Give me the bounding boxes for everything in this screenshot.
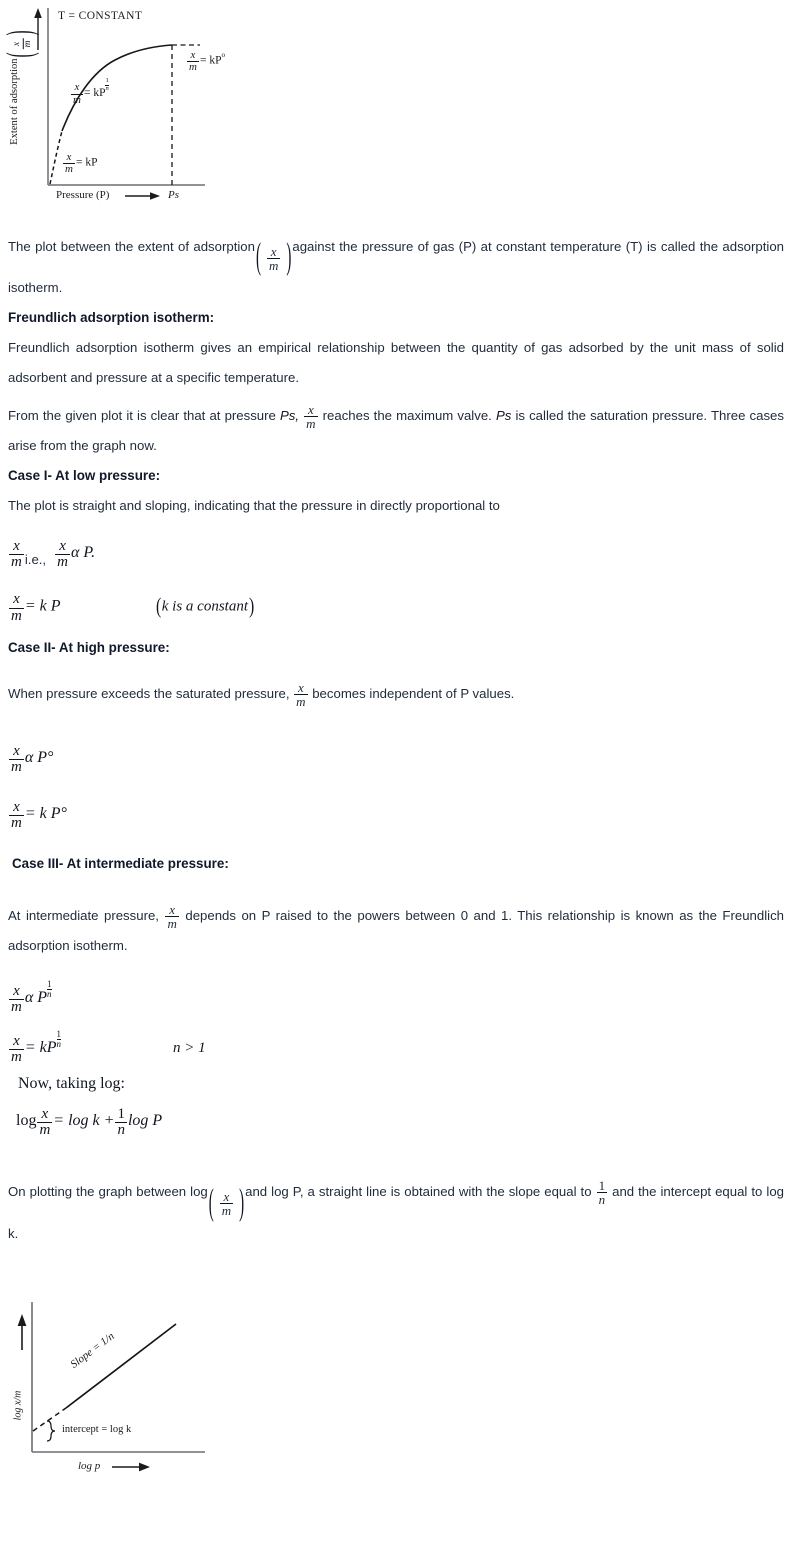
eq1-ie-text: i.e., — [24, 552, 47, 568]
x-axis-arrow-2 — [112, 1463, 150, 1472]
p3-text-a: From the given plot it is clear that at pressure — [8, 408, 276, 424]
slope-label-text: Slope = 1/n — [68, 1330, 117, 1371]
low-pressure-equals: = — [75, 156, 83, 169]
annotation-intermediate-pressure — [70, 78, 109, 106]
low-pressure-rhs: kP — [85, 156, 98, 169]
heading-case-2: Case II- At high pressure: — [8, 640, 170, 656]
p3-ps2-label: Ps — [495, 408, 512, 424]
p7-text-b: and log P, a straight line is obtained with the slope equal to — [245, 1184, 592, 1200]
eq5-alpha: α — [24, 989, 34, 1007]
p6-text-b: depends on P raised to the powers between 0 and 1. This relationship is known as the Freundlich adsorption isotherm. — [8, 908, 785, 954]
equation-case1-kp — [0, 577, 792, 629]
log-log-plot-svg — [0, 1300, 230, 1490]
ps-label: Ps — [168, 189, 179, 201]
y-axis-label-text: Extent of adsorption — [8, 58, 20, 145]
eq7-mid: = log k + — [53, 1112, 115, 1130]
p3-ps-label: Ps, — [279, 408, 300, 424]
constant-temp-label: T = CONSTANT — [58, 10, 143, 22]
mid-pressure-rhs: kP — [93, 86, 106, 99]
equation-case3-kpn — [0, 1021, 792, 1071]
equation-case2-proportional — [0, 709, 792, 781]
intercept-label-text: intercept = log k — [62, 1424, 132, 1435]
eq7-fraction-1-over-n: $\frac{1}{n}$ — [117, 1105, 125, 1139]
y-axis-arrow — [34, 8, 42, 50]
p7-text-a: On plotting the graph between log — [8, 1184, 208, 1200]
p1-text-a: The plot between the extent of adsorption — [8, 239, 255, 254]
eq4-rhs: = k P° — [24, 805, 67, 823]
eq5-fraction: $\frac{x}{m}$ — [11, 982, 22, 1016]
note-paren-close: ) — [249, 594, 255, 619]
equation-log-form — [0, 1097, 792, 1143]
eq7-log: log — [16, 1112, 37, 1130]
label-taking-log: Now, taking log: — [18, 1075, 125, 1093]
eq6-exponent: $\frac{1}{n}$ — [56, 1028, 61, 1049]
log-log-plot-figure — [0, 1300, 230, 1490]
p7-fraction-1-over-n: $\frac{1}{n}$ — [598, 1177, 606, 1208]
eq6-condition: n > 1 — [173, 1040, 206, 1057]
adsorption-isotherm-figure — [0, 0, 230, 205]
eq3-rhs: α P° — [24, 749, 54, 767]
low-pressure-fraction: $\frac{x}{m}$ — [65, 151, 73, 176]
high-pressure-rhs: kP — [209, 54, 222, 67]
x-axis-label-2 — [78, 1460, 100, 1472]
freundlich-line — [66, 1324, 176, 1408]
intercept-annotation — [62, 1424, 131, 1435]
eq7-rhs: log P — [127, 1112, 163, 1130]
equation-case2-kp0 — [0, 781, 792, 837]
y-axis-fraction: ( x m ) — [13, 30, 33, 59]
annotation-high-pressure — [186, 50, 225, 73]
eq2-rhs: = k P — [24, 597, 61, 615]
p3-text-b: reaches the maximum valve. — [322, 408, 492, 424]
mid-pressure-equals: = — [83, 86, 91, 99]
paragraph-case3-description — [0, 879, 792, 961]
heading-freundlich-adsorption-isotherm: Freundlich adsorption isotherm: — [8, 310, 215, 326]
p5-text-b: becomes independent of P values. — [312, 686, 515, 702]
eq2-note-text: k is a constant — [161, 598, 249, 615]
eq4-fraction: $\frac{x}{m}$ — [11, 798, 22, 832]
eq1-fraction-1: $\frac{x}{m}$ — [11, 537, 22, 571]
p3-text-c: is called the saturation pressure. Three cases arise from the graph now. — [8, 408, 784, 454]
paragraph-freundlich-definition: Freundlich adsorption isotherm gives an empirical relationship between the quantity of gas adsorbed by the unit mass of solid adsorbent and pressure at a specific temperature. — [8, 340, 784, 386]
x-axis-label-text: Pressure (P) — [56, 189, 110, 201]
paragraph-log-plot-description — [0, 1143, 792, 1248]
p3-fraction-x-over-m: $\frac{x}{m}$ — [306, 401, 316, 432]
p5-fraction-x-over-m: $\frac{x}{m}$ — [296, 679, 306, 710]
x-axis-label — [56, 189, 109, 201]
p6-text-a: At intermediate pressure, — [8, 908, 159, 924]
x-axis-label-text-2: log p — [78, 1460, 101, 1472]
high-pressure-exponent: o — [221, 51, 226, 59]
p1-fraction-x-over-m: ( $\frac{x}{m}$ ) — [255, 243, 292, 273]
p6-fraction-x-over-m: $\frac{x}{m}$ — [167, 901, 177, 932]
paragraph-adsorption-isotherm-definition — [0, 212, 792, 303]
p7-fraction-x-over-m: ( $\frac{x}{m}$ ) — [208, 1189, 245, 1219]
paragraph-case2-description — [0, 663, 792, 709]
heading-case-1: Case I- At low pressure: — [8, 468, 161, 484]
y-axis-label-2 — [13, 1376, 24, 1436]
eq6-fraction: $\frac{x}{m}$ — [11, 1032, 22, 1066]
eq7-fraction-x-over-m: $\frac{x}{m}$ — [39, 1105, 51, 1139]
p1-text-b: against the pressure of gas (P) at constant temperature (T) is called the adsorption isotherm. — [8, 239, 784, 296]
eq3-fraction: $\frac{x}{m}$ — [11, 742, 22, 776]
p5-text-a: When pressure exceeds the saturated pressure, — [8, 686, 290, 702]
equation-case3-proportional — [0, 961, 792, 1021]
high-pressure-fraction: $\frac{x}{m}$ — [189, 49, 197, 74]
y-axis-arrow-2 — [18, 1314, 27, 1350]
eq2-note — [155, 583, 256, 629]
note-paren-open: ( — [155, 594, 161, 619]
equation-case1-proportional — [0, 521, 792, 577]
mid-pressure-fraction: $\frac{x}{m}$ — [73, 81, 81, 106]
eq2-fraction: $\frac{x}{m}$ — [11, 591, 22, 624]
heading-case-3: Case III- At intermediate pressure: — [12, 856, 229, 872]
y-axis-label-text-2: log x/m — [12, 1390, 24, 1421]
eq1-alpha: α — [70, 544, 80, 562]
paragraph-case1-description: The plot is straight and sloping, indicating that the pressure in directly proportional to — [8, 498, 500, 514]
curve-dashed-low-pressure — [50, 131, 62, 184]
high-pressure-equals: = — [199, 54, 207, 67]
eq1-p: P. — [83, 544, 96, 562]
paragraph-saturation-pressure — [0, 393, 792, 461]
y-axis-label — [9, 17, 33, 157]
annotation-low-pressure — [62, 152, 97, 175]
intercept-brace — [47, 1421, 55, 1441]
eq6-rhs: = kP — [24, 1039, 57, 1057]
chart-annotation-constant — [58, 10, 142, 22]
x-axis-marker-ps — [168, 189, 179, 201]
body-content — [0, 212, 792, 1249]
mid-pressure-exponent: $\frac{1}{n}$ — [105, 77, 109, 92]
x-axis-arrow — [125, 192, 160, 200]
eq5-exponent: $\frac{1}{n}$ — [47, 978, 52, 999]
eq5-base: P — [37, 989, 48, 1007]
p7-text-c: and the intercept equal to log k. — [8, 1184, 784, 1241]
eq1-fraction-2: $\frac{x}{m}$ — [57, 537, 68, 571]
